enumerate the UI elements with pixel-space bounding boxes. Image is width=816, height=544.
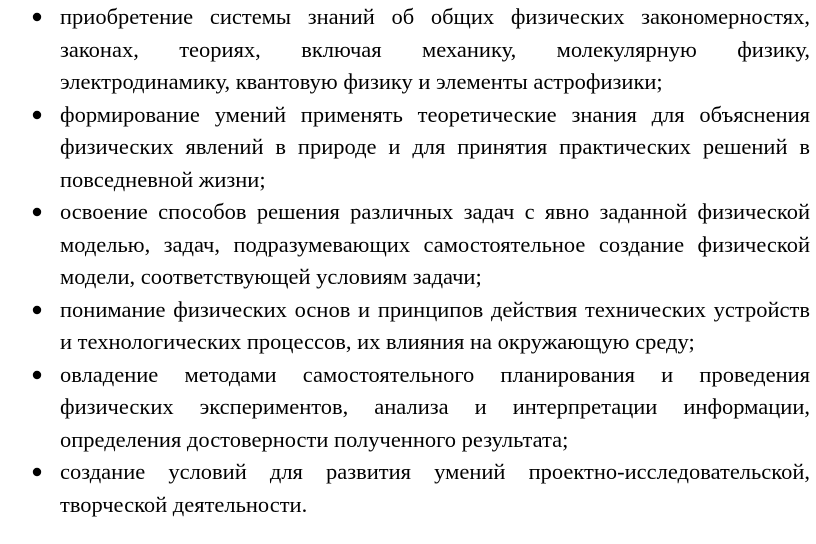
list-item (26, 456, 810, 521)
bullet-icon (26, 456, 48, 489)
list-item-text: приобретение системы знаний об общих физических закономерностях, законах, теориях, включая механику, молекулярную физику, электродинамику, квантовую физику и элементы астрофизики; (60, 4, 810, 94)
bullet-icon (26, 294, 48, 327)
bullet-icon (26, 196, 48, 229)
bullet-icon (26, 359, 48, 392)
list-item (26, 1, 810, 99)
list-item (26, 99, 810, 197)
bullet-list (26, 1, 810, 521)
list-item (26, 196, 810, 294)
list-item-text: создание условий для развития умений проектно-исследовательской, творческой деятельности. (60, 459, 810, 517)
list-item-text: понимание физических основ и принципов действия технических устройств и технологических процессов, их влияния на окружающую среду; (60, 296, 810, 354)
list-item (26, 294, 810, 359)
list-item (26, 359, 810, 457)
list-item-text: освоение способов решения различных задач с явно заданной физической моделью, задач, подразумевающих самостоятельное создание физической модели, соответствующей условиям задачи; (60, 199, 810, 289)
bullet-icon (26, 1, 48, 34)
bullet-icon (26, 99, 48, 132)
list-item-text: формирование умений применять теоретические знания для объяснения физических явлений в природе и для принятия практических решений в повседневной жизни; (60, 101, 810, 192)
list-item-text: овладение методами самостоятельного планирования и проведения физических экспериментов, анализа и интерпретации информации, определения достоверности полученного результата; (60, 361, 810, 452)
